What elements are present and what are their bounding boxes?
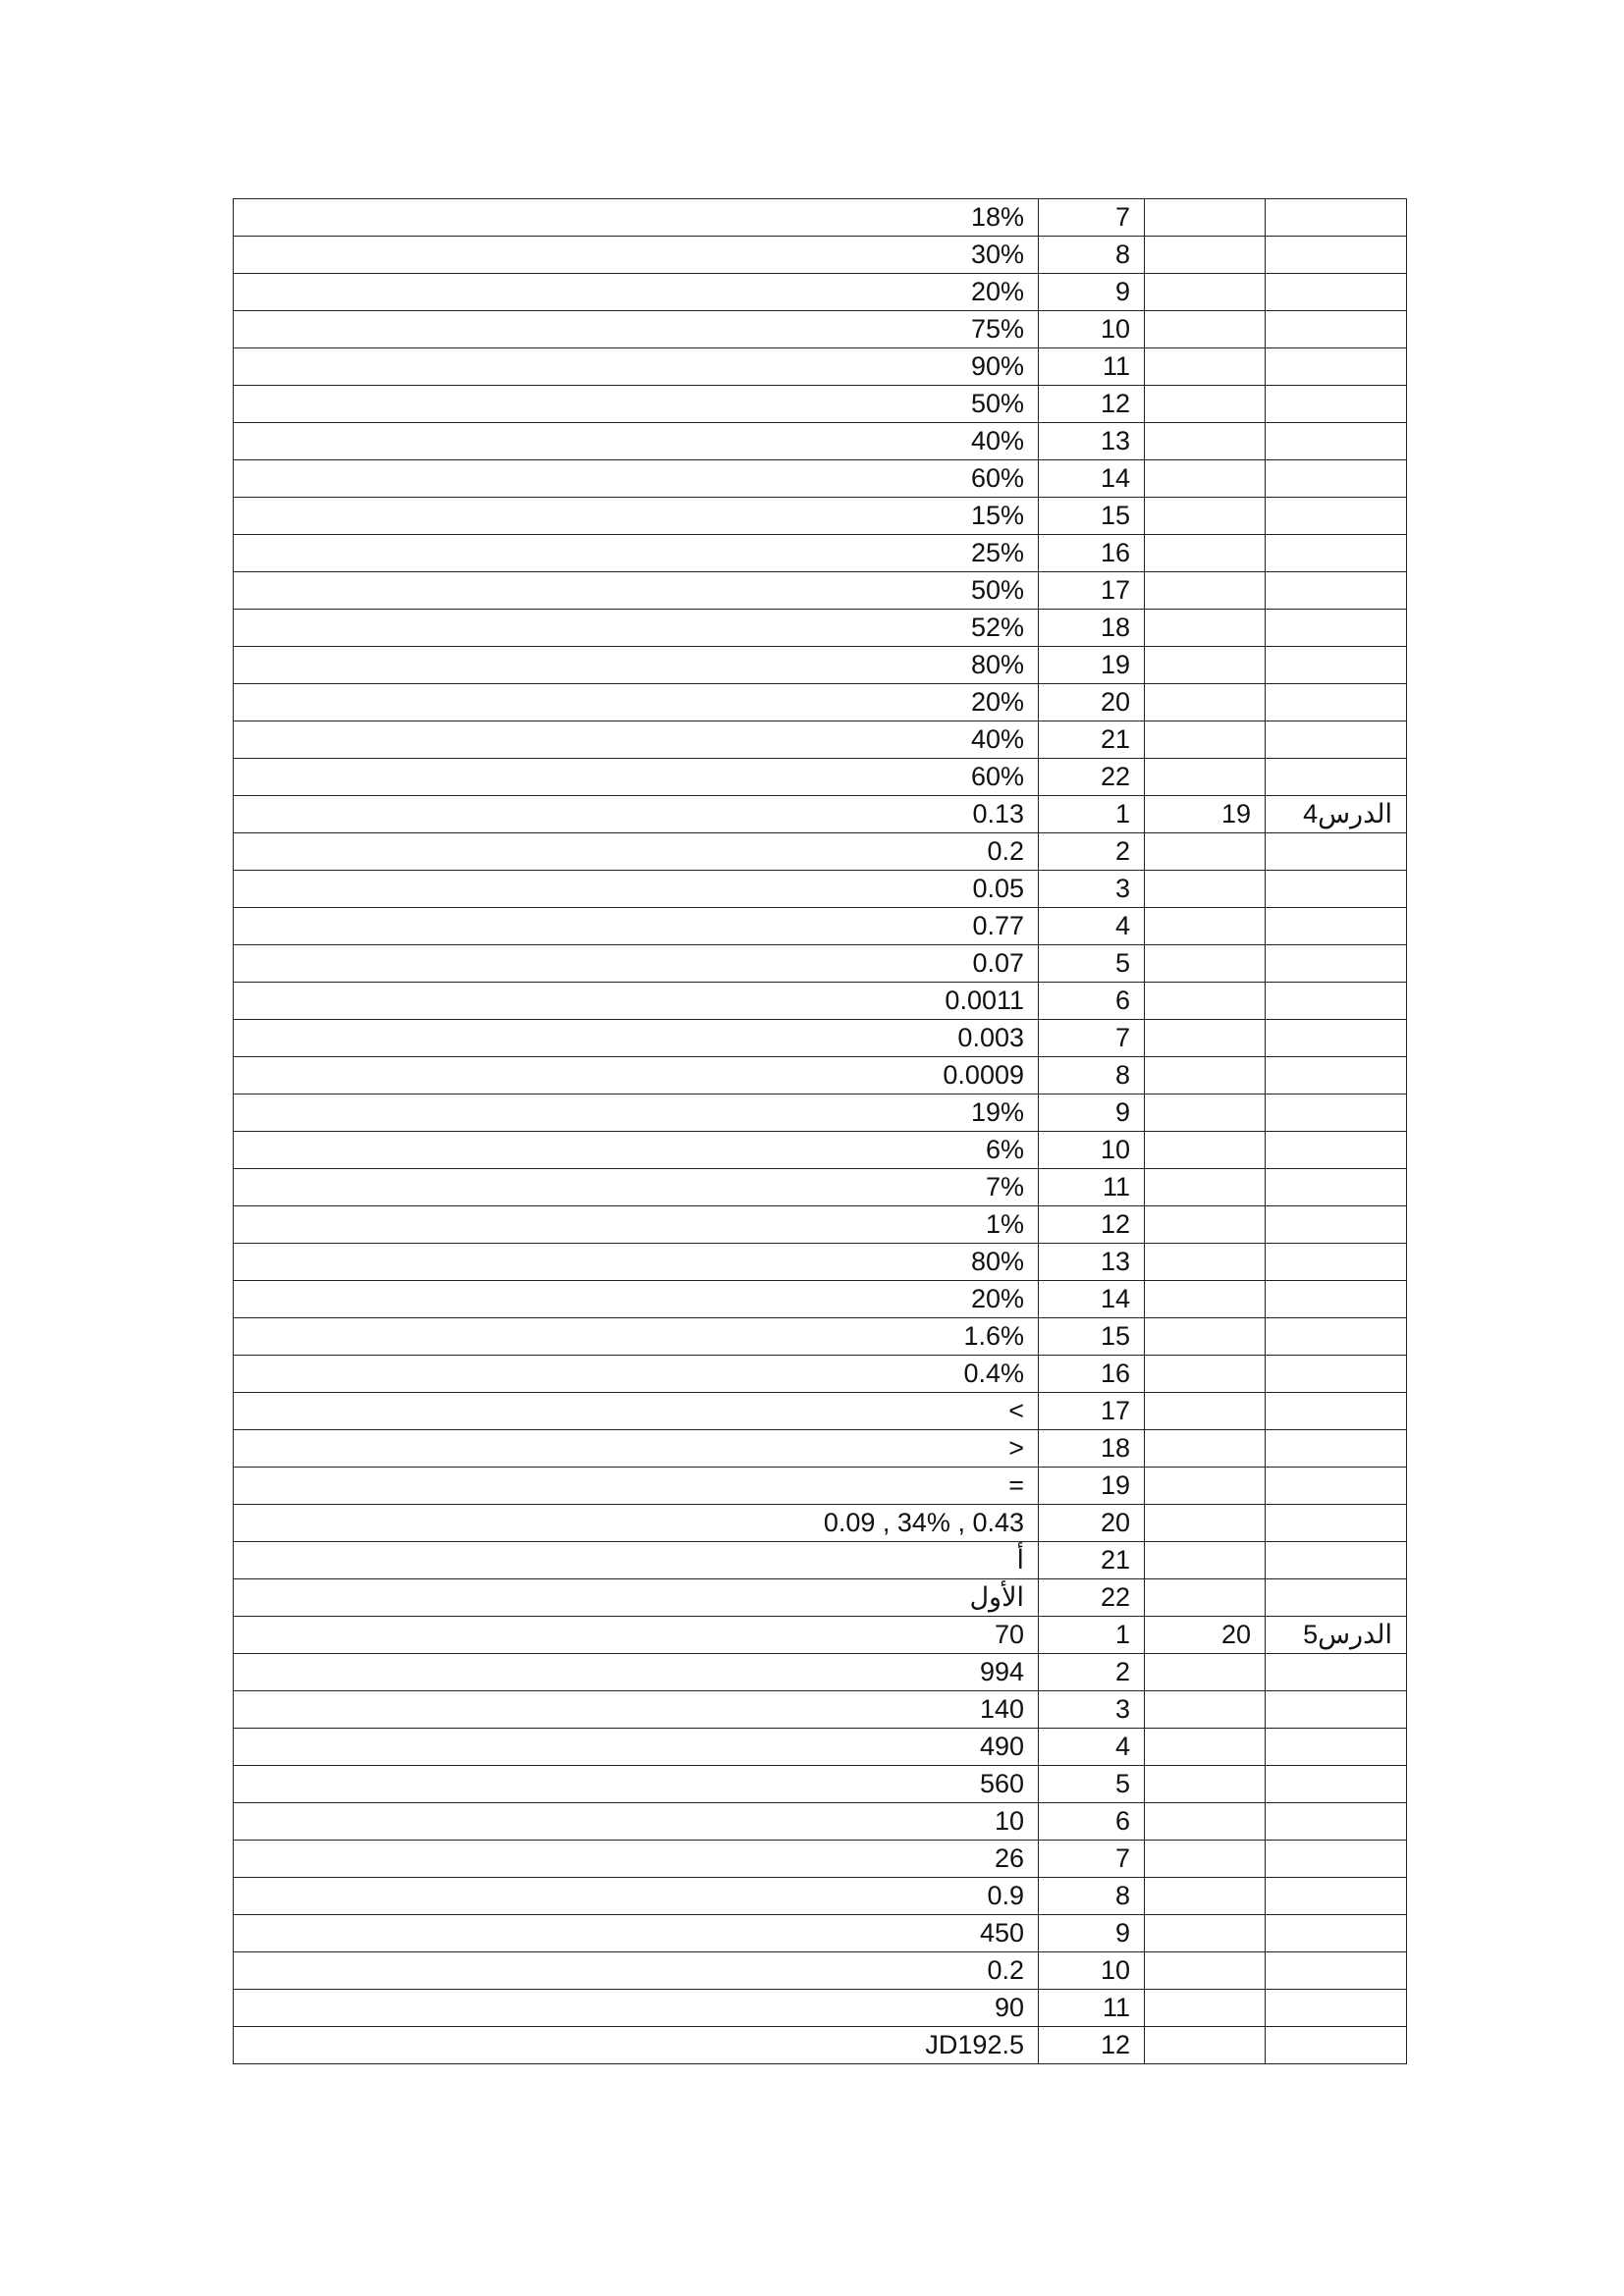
- question-number-cell: 20: [1039, 1505, 1145, 1542]
- table-row: [234, 311, 1407, 348]
- table-row: [234, 199, 1407, 237]
- question-number-cell: 18: [1039, 610, 1145, 647]
- answer-cell: 0.2: [234, 833, 1039, 871]
- answer-table-body: [234, 199, 1407, 2064]
- lesson-label-cell: [1266, 274, 1407, 311]
- table-row: [234, 1132, 1407, 1169]
- table-row: [234, 871, 1407, 908]
- answer-cell: 560: [234, 1766, 1039, 1803]
- question-number-cell: 21: [1039, 1542, 1145, 1579]
- page-number-cell: [1145, 1169, 1266, 1206]
- answer-cell: 140: [234, 1691, 1039, 1729]
- answer-cell: 60%: [234, 460, 1039, 498]
- question-number-cell: 19: [1039, 647, 1145, 684]
- page-number-cell: [1145, 945, 1266, 983]
- answer-cell: 20%: [234, 1281, 1039, 1318]
- answer-cell: 40%: [234, 423, 1039, 460]
- page-number-cell: [1145, 1841, 1266, 1878]
- page-number-cell: [1145, 1020, 1266, 1057]
- page-number-cell: [1145, 684, 1266, 721]
- question-number-cell: 8: [1039, 1878, 1145, 1915]
- lesson-label-cell: [1266, 572, 1407, 610]
- question-number-cell: 11: [1039, 1990, 1145, 2027]
- lesson-label-cell: [1266, 1057, 1407, 1095]
- answer-cell: 30%: [234, 237, 1039, 274]
- page-number-cell: [1145, 1318, 1266, 1356]
- answer-cell: 0.05: [234, 871, 1039, 908]
- table-row: [234, 274, 1407, 311]
- page-number-cell: [1145, 199, 1266, 237]
- question-number-cell: 13: [1039, 423, 1145, 460]
- lesson-label-cell: [1266, 535, 1407, 572]
- page-number-cell: [1145, 833, 1266, 871]
- table-row: [234, 908, 1407, 945]
- answer-cell: 18%: [234, 199, 1039, 237]
- question-number-cell: 2: [1039, 1654, 1145, 1691]
- page-number-cell: [1145, 983, 1266, 1020]
- question-number-cell: 20: [1039, 684, 1145, 721]
- page-number-cell: [1145, 2027, 1266, 2064]
- table-row: [234, 1318, 1407, 1356]
- question-number-cell: 1: [1039, 796, 1145, 833]
- question-number-cell: 12: [1039, 386, 1145, 423]
- question-number-cell: 18: [1039, 1430, 1145, 1468]
- answer-cell: 75%: [234, 311, 1039, 348]
- page-number-cell: 19: [1145, 796, 1266, 833]
- answer-cell: 7%: [234, 1169, 1039, 1206]
- table-row: [234, 535, 1407, 572]
- answer-cell: 450: [234, 1915, 1039, 1952]
- table-row: [234, 348, 1407, 386]
- page-number-cell: [1145, 759, 1266, 796]
- table-row: [234, 1803, 1407, 1841]
- lesson-label-cell: [1266, 1095, 1407, 1132]
- lesson-label-cell: [1266, 1654, 1407, 1691]
- page-number-cell: [1145, 311, 1266, 348]
- page-number-cell: [1145, 1766, 1266, 1803]
- page-number-cell: [1145, 1654, 1266, 1691]
- lesson-label-cell: [1266, 945, 1407, 983]
- lesson-label-cell: [1266, 1132, 1407, 1169]
- question-number-cell: 11: [1039, 348, 1145, 386]
- lesson-label-cell: [1266, 423, 1407, 460]
- lesson-label-cell: [1266, 1318, 1407, 1356]
- page-number-cell: [1145, 498, 1266, 535]
- table-row: [234, 1579, 1407, 1617]
- question-number-cell: 16: [1039, 535, 1145, 572]
- question-number-cell: 8: [1039, 237, 1145, 274]
- table-row: [234, 1430, 1407, 1468]
- table-row: [234, 1915, 1407, 1952]
- table-row: [234, 1244, 1407, 1281]
- answer-cell: 90%: [234, 348, 1039, 386]
- page-number-cell: [1145, 908, 1266, 945]
- question-number-cell: 11: [1039, 1169, 1145, 1206]
- lesson-label-cell: [1266, 498, 1407, 535]
- question-number-cell: 5: [1039, 945, 1145, 983]
- lesson-label-cell: [1266, 833, 1407, 871]
- answer-cell: 994: [234, 1654, 1039, 1691]
- lesson-label-cell: [1266, 1169, 1407, 1206]
- page-number-cell: [1145, 1990, 1266, 2027]
- table-row: [234, 1952, 1407, 1990]
- page-number-cell: [1145, 1915, 1266, 1952]
- lesson-label-cell: [1266, 647, 1407, 684]
- table-row: [234, 1878, 1407, 1915]
- table-row: [234, 1057, 1407, 1095]
- answer-cell: 0.13: [234, 796, 1039, 833]
- answer-cell: 6%: [234, 1132, 1039, 1169]
- question-number-cell: 22: [1039, 1579, 1145, 1617]
- lesson-label-cell: [1266, 1356, 1407, 1393]
- table-row: [234, 460, 1407, 498]
- answer-cell: 60%: [234, 759, 1039, 796]
- page-number-cell: [1145, 1952, 1266, 1990]
- answer-cell: 1.6%: [234, 1318, 1039, 1356]
- answer-cell: 20%: [234, 684, 1039, 721]
- table-row: [234, 759, 1407, 796]
- question-number-cell: 15: [1039, 1318, 1145, 1356]
- answer-cell: >: [234, 1430, 1039, 1468]
- answer-cell: 70: [234, 1617, 1039, 1654]
- question-number-cell: 7: [1039, 1020, 1145, 1057]
- answer-cell: 15%: [234, 498, 1039, 535]
- page-number-cell: [1145, 1393, 1266, 1430]
- lesson-label-cell: [1266, 1542, 1407, 1579]
- page-number-cell: 20: [1145, 1617, 1266, 1654]
- table-row: [234, 945, 1407, 983]
- answer-cell: =: [234, 1468, 1039, 1505]
- answer-cell: 0.09 , 34% , 0.43: [234, 1505, 1039, 1542]
- lesson-label-cell: [1266, 871, 1407, 908]
- lesson-label-cell: [1266, 1729, 1407, 1766]
- table-row: [234, 1654, 1407, 1691]
- page-number-cell: [1145, 721, 1266, 759]
- lesson-label-cell: [1266, 1691, 1407, 1729]
- page-number-cell: [1145, 274, 1266, 311]
- answer-table: [233, 198, 1407, 2064]
- question-number-cell: 7: [1039, 199, 1145, 237]
- page-number-cell: [1145, 1356, 1266, 1393]
- table-row: [234, 1990, 1407, 2027]
- lesson-label-cell: [1266, 1841, 1407, 1878]
- question-number-cell: 14: [1039, 1281, 1145, 1318]
- page-number-cell: [1145, 1542, 1266, 1579]
- answer-cell: 490: [234, 1729, 1039, 1766]
- question-number-cell: 21: [1039, 721, 1145, 759]
- answer-cell: 19%: [234, 1095, 1039, 1132]
- answer-cell: 50%: [234, 572, 1039, 610]
- lesson-label-cell: [1266, 983, 1407, 1020]
- question-number-cell: 19: [1039, 1468, 1145, 1505]
- question-number-cell: 3: [1039, 1691, 1145, 1729]
- table-row: [234, 1095, 1407, 1132]
- question-number-cell: 14: [1039, 460, 1145, 498]
- lesson-label-cell: [1266, 1020, 1407, 1057]
- page-number-cell: [1145, 460, 1266, 498]
- table-row: [234, 610, 1407, 647]
- table-row: [234, 1841, 1407, 1878]
- lesson-label-cell: [1266, 759, 1407, 796]
- question-number-cell: 6: [1039, 1803, 1145, 1841]
- table-row: [234, 1169, 1407, 1206]
- page-number-cell: [1145, 1430, 1266, 1468]
- answer-cell: 0.4%: [234, 1356, 1039, 1393]
- table-row: [234, 1617, 1407, 1654]
- lesson-label-cell: [1266, 908, 1407, 945]
- question-number-cell: 10: [1039, 311, 1145, 348]
- page-number-cell: [1145, 647, 1266, 684]
- question-number-cell: 6: [1039, 983, 1145, 1020]
- lesson-label-cell: [1266, 1505, 1407, 1542]
- lesson-label-cell: [1266, 1206, 1407, 1244]
- answer-cell: أ: [234, 1542, 1039, 1579]
- question-number-cell: 9: [1039, 1915, 1145, 1952]
- page-number-cell: [1145, 1281, 1266, 1318]
- table-row: [234, 1542, 1407, 1579]
- page-number-cell: [1145, 610, 1266, 647]
- answer-cell: JD192.5: [234, 2027, 1039, 2064]
- table-row: [234, 423, 1407, 460]
- answer-cell: 0.77: [234, 908, 1039, 945]
- table-row: [234, 572, 1407, 610]
- question-number-cell: 1: [1039, 1617, 1145, 1654]
- answer-cell: 80%: [234, 1244, 1039, 1281]
- question-number-cell: 9: [1039, 1095, 1145, 1132]
- answer-cell: 0.2: [234, 1952, 1039, 1990]
- table-row: [234, 1281, 1407, 1318]
- table-row: [234, 1691, 1407, 1729]
- answer-cell: 0.0009: [234, 1057, 1039, 1095]
- page-number-cell: [1145, 1206, 1266, 1244]
- lesson-label-cell: [1266, 1393, 1407, 1430]
- table-row: [234, 2027, 1407, 2064]
- answer-cell: 52%: [234, 610, 1039, 647]
- lesson-label-cell: [1266, 1915, 1407, 1952]
- lesson-label-cell: الدرس4: [1266, 796, 1407, 833]
- table-row: [234, 721, 1407, 759]
- question-number-cell: 17: [1039, 572, 1145, 610]
- question-number-cell: 10: [1039, 1132, 1145, 1169]
- lesson-label-cell: [1266, 311, 1407, 348]
- answer-cell: 0.0011: [234, 983, 1039, 1020]
- answer-cell: 90: [234, 1990, 1039, 2027]
- lesson-label-cell: [1266, 1468, 1407, 1505]
- answer-cell: الأول: [234, 1579, 1039, 1617]
- lesson-label-cell: [1266, 2027, 1407, 2064]
- question-number-cell: 9: [1039, 274, 1145, 311]
- answer-cell: 0.07: [234, 945, 1039, 983]
- answer-cell: 26: [234, 1841, 1039, 1878]
- answer-cell: <: [234, 1393, 1039, 1430]
- lesson-label-cell: [1266, 1579, 1407, 1617]
- table-row: [234, 237, 1407, 274]
- page-number-cell: [1145, 535, 1266, 572]
- page-number-cell: [1145, 348, 1266, 386]
- answer-cell: 1%: [234, 1206, 1039, 1244]
- page-number-cell: [1145, 1095, 1266, 1132]
- lesson-label-cell: [1266, 684, 1407, 721]
- table-row: [234, 1206, 1407, 1244]
- lesson-label-cell: [1266, 721, 1407, 759]
- question-number-cell: 2: [1039, 833, 1145, 871]
- answer-cell: 0.9: [234, 1878, 1039, 1915]
- question-number-cell: 3: [1039, 871, 1145, 908]
- lesson-label-cell: [1266, 1430, 1407, 1468]
- answer-cell: 10: [234, 1803, 1039, 1841]
- page-number-cell: [1145, 1505, 1266, 1542]
- question-number-cell: 4: [1039, 1729, 1145, 1766]
- question-number-cell: 15: [1039, 498, 1145, 535]
- table-row: [234, 1468, 1407, 1505]
- page-number-cell: [1145, 1729, 1266, 1766]
- lesson-label-cell: [1266, 1990, 1407, 2027]
- answer-cell: 0.003: [234, 1020, 1039, 1057]
- question-number-cell: 8: [1039, 1057, 1145, 1095]
- question-number-cell: 12: [1039, 1206, 1145, 1244]
- question-number-cell: 17: [1039, 1393, 1145, 1430]
- lesson-label-cell: [1266, 348, 1407, 386]
- answer-cell: 80%: [234, 647, 1039, 684]
- table-row: [234, 647, 1407, 684]
- table-row: [234, 684, 1407, 721]
- page-number-cell: [1145, 871, 1266, 908]
- lesson-label-cell: [1266, 1878, 1407, 1915]
- question-number-cell: 4: [1039, 908, 1145, 945]
- question-number-cell: 5: [1039, 1766, 1145, 1803]
- table-row: [234, 498, 1407, 535]
- table-row: [234, 1356, 1407, 1393]
- lesson-label-cell: [1266, 237, 1407, 274]
- lesson-label-cell: [1266, 1952, 1407, 1990]
- question-number-cell: 22: [1039, 759, 1145, 796]
- table-row: [234, 386, 1407, 423]
- lesson-label-cell: [1266, 1244, 1407, 1281]
- table-row: [234, 983, 1407, 1020]
- answer-cell: 20%: [234, 274, 1039, 311]
- lesson-label-cell: [1266, 610, 1407, 647]
- table-row: [234, 1766, 1407, 1803]
- page-number-cell: [1145, 1057, 1266, 1095]
- page-number-cell: [1145, 386, 1266, 423]
- lesson-label-cell: [1266, 1281, 1407, 1318]
- table-row: [234, 1020, 1407, 1057]
- lesson-label-cell: [1266, 386, 1407, 423]
- answer-cell: 50%: [234, 386, 1039, 423]
- lesson-label-cell: الدرس5: [1266, 1617, 1407, 1654]
- page-number-cell: [1145, 1878, 1266, 1915]
- page-number-cell: [1145, 237, 1266, 274]
- page-number-cell: [1145, 1468, 1266, 1505]
- lesson-label-cell: [1266, 1766, 1407, 1803]
- table-row: [234, 1729, 1407, 1766]
- answer-cell: 40%: [234, 721, 1039, 759]
- page-number-cell: [1145, 1803, 1266, 1841]
- page-number-cell: [1145, 1244, 1266, 1281]
- question-number-cell: 10: [1039, 1952, 1145, 1990]
- page-number-cell: [1145, 1579, 1266, 1617]
- question-number-cell: 13: [1039, 1244, 1145, 1281]
- question-number-cell: 12: [1039, 2027, 1145, 2064]
- lesson-label-cell: [1266, 460, 1407, 498]
- lesson-label-cell: [1266, 1803, 1407, 1841]
- page-number-cell: [1145, 1132, 1266, 1169]
- page-number-cell: [1145, 423, 1266, 460]
- lesson-label-cell: [1266, 199, 1407, 237]
- question-number-cell: 16: [1039, 1356, 1145, 1393]
- table-row: [234, 833, 1407, 871]
- answer-cell: 25%: [234, 535, 1039, 572]
- page-number-cell: [1145, 1691, 1266, 1729]
- table-row: [234, 1505, 1407, 1542]
- table-row: [234, 796, 1407, 833]
- table-row: [234, 1393, 1407, 1430]
- page-number-cell: [1145, 572, 1266, 610]
- question-number-cell: 7: [1039, 1841, 1145, 1878]
